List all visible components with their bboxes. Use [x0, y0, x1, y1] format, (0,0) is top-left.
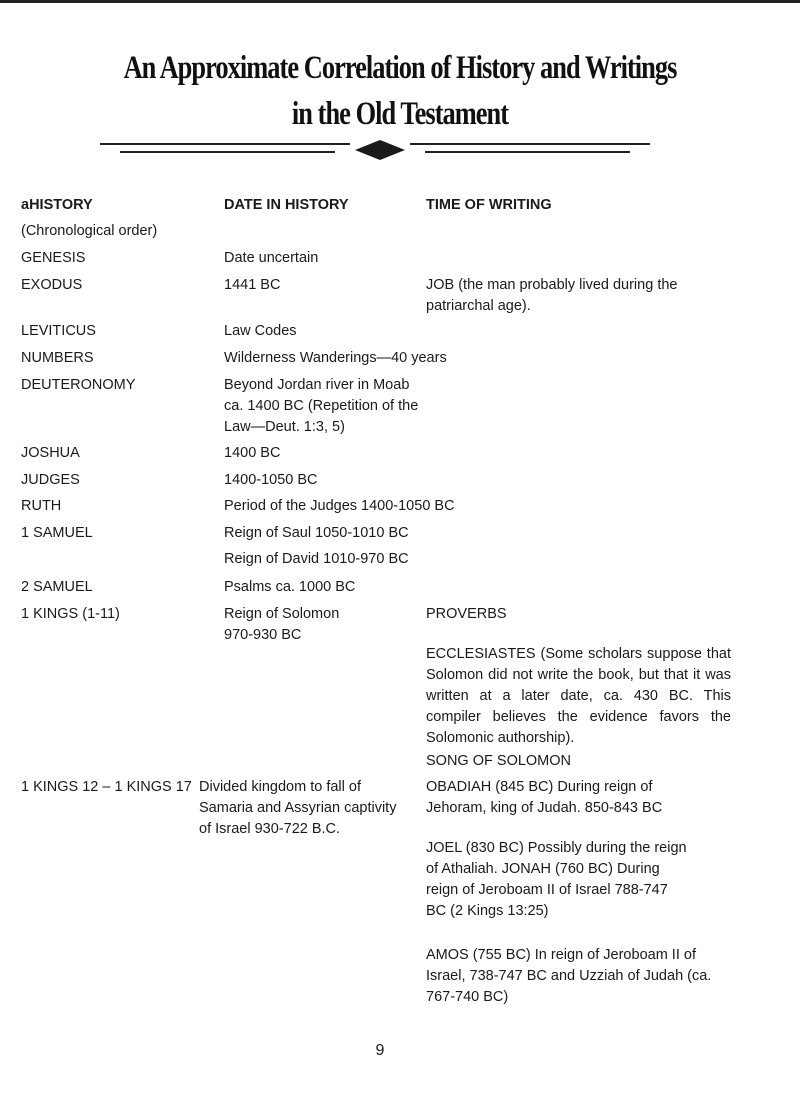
- date-cell: Reign of Saul 1050-1010 BC: [224, 525, 409, 541]
- writing-cell: ECCLESIASTES (Some scholars suppose that Solomon did not write the book, but that it was written at a later date, ca. 430 BC. This compiler believes the evidence favors the Solomonic authorship).: [426, 646, 731, 746]
- writing-cell: OBADIAH (845 BC) During reign of Jehoram, king of Judah. 850-843 BC: [426, 779, 663, 816]
- page-number: 9: [375, 1042, 385, 1059]
- date-cell: Psalms ca. 1000 BC: [224, 579, 356, 595]
- date-cell: Reign of Solomon 970-930 BC: [224, 606, 340, 643]
- header-date: DATE IN HISTORY: [224, 197, 349, 213]
- history-cell: JOSHUA: [21, 445, 80, 461]
- writing-cell: SONG OF SOLOMON: [426, 753, 572, 769]
- date-cell: Wilderness Wanderings—40 years: [224, 350, 447, 366]
- date-cell: Reign of David 1010-970 BC: [224, 551, 409, 567]
- writing-cell: JOB (the man probably lived during the patriarchal age).: [426, 277, 678, 314]
- history-cell: LEVITICUS: [21, 323, 96, 339]
- history-cell: RUTH: [21, 498, 62, 514]
- header-writing: TIME OF WRITING: [426, 197, 552, 213]
- writing-cell: PROVERBS: [426, 606, 507, 622]
- history-cell: NUMBERS: [21, 350, 94, 366]
- title-divider-ornament: [100, 138, 660, 162]
- date-cell: Period of the Judges 1400-1050 BC: [224, 498, 455, 514]
- page-title-line-2: in the Old Testament: [291, 96, 509, 132]
- history-cell: 1 SAMUEL: [21, 525, 93, 541]
- history-cell: EXODUS: [21, 277, 83, 293]
- history-cell: JUDGES: [21, 472, 80, 488]
- page-title-line-1: An Approximate Correlation of History and Writings: [123, 50, 677, 86]
- history-cell: 1 KINGS 12 – 1 KINGS 17: [21, 779, 192, 795]
- history-cell: (Chronological order): [21, 223, 158, 239]
- history-cell: GENESIS: [21, 250, 86, 266]
- writing-cell: JOEL (830 BC) Possibly during the reign of Athaliah. JONAH (760 BC) During reign of Jeroboam II of Israel 788-747 BC (2 Kings 13:25): [426, 840, 687, 919]
- history-cell: DEUTERONOMY: [21, 377, 136, 393]
- history-cell: 1 KINGS (1-11): [21, 606, 120, 622]
- header-history: aHISTORY: [21, 197, 93, 213]
- writing-cell: AMOS (755 BC) In reign of Jeroboam II of Israel, 738-747 BC and Uzziah of Judah (ca. 767-740 BC): [426, 947, 712, 1005]
- diamond-icon: [355, 140, 405, 160]
- date-cell: 1400 BC: [224, 445, 281, 461]
- date-cell: 1441 BC: [224, 277, 281, 293]
- date-cell: 1400-1050 BC: [224, 472, 318, 488]
- date-cell: Law Codes: [224, 323, 297, 339]
- top-border-rule: [0, 0, 800, 3]
- date-cell: Divided kingdom to fall of Samaria and Assyrian captivity of Israel 930-722 B.C.: [199, 779, 397, 837]
- date-cell: Beyond Jordan river in Moab ca. 1400 BC (Repetition of the Law—Deut. 1:3, 5): [224, 377, 419, 435]
- history-cell: 2 SAMUEL: [21, 579, 93, 595]
- date-cell: Date uncertain: [224, 250, 319, 266]
